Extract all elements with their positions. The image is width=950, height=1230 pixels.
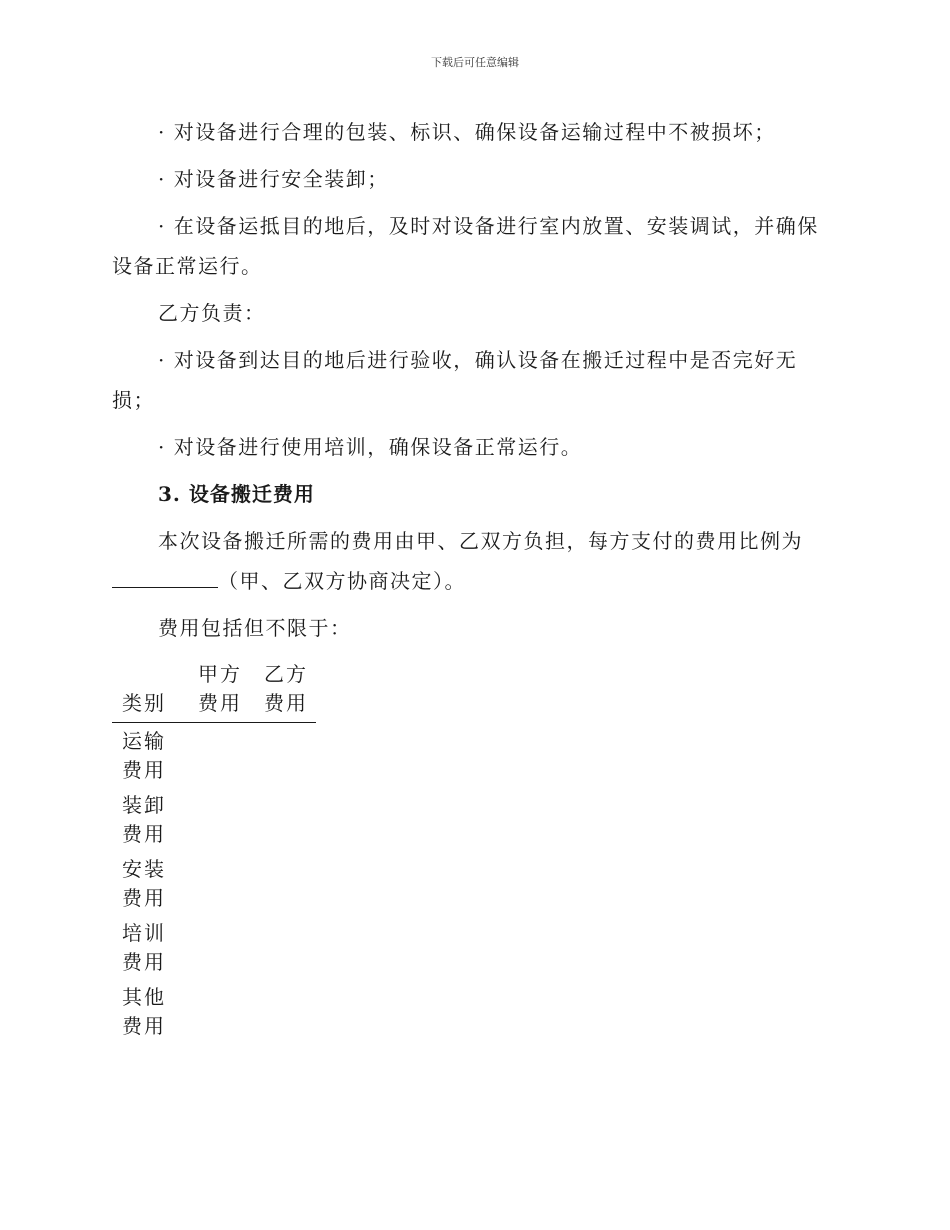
table-row (112, 913, 316, 977)
row-party-b-fee (264, 913, 316, 977)
paragraph-party-b-label: 乙方负责： (158, 301, 266, 325)
fee-table-header-row (112, 660, 316, 723)
fee-ratio-blank (112, 565, 218, 588)
row-party-a-fee (198, 977, 264, 1041)
paragraph-packaging: · 对设备进行合理的包装、标识、确保设备运输过程中不被损坏； (158, 120, 776, 144)
row-category: 运输费用 (122, 729, 166, 782)
row-category: 其他费用 (122, 985, 166, 1038)
fee-ratio-text: 本次设备搬迁所需的费用由甲、乙双方负担，每方支付的费用比例为 (158, 529, 803, 553)
fee-ratio-tail: （甲、乙双方协商决定）。 (218, 569, 466, 593)
document-body (112, 112, 824, 1041)
paragraph-training: · 对设备进行使用培训，确保设备正常运行。 (158, 435, 583, 459)
row-category: 安装费用 (122, 857, 166, 910)
row-party-b-fee (264, 723, 316, 786)
row-party-b-fee (264, 785, 316, 849)
paragraph-loading: · 对设备进行安全装卸； (158, 167, 389, 191)
paragraph-acceptance: · 对设备到达目的地后进行验收，确认设备在搬迁过程中是否完好无损； (112, 348, 798, 412)
row-party-a-fee (198, 849, 264, 913)
header-party-b-fee: 乙方费用 (264, 660, 316, 723)
page-header: 下载后可任意编辑 (431, 56, 519, 69)
row-party-b-fee (264, 977, 316, 1041)
header-party-a-fee: 甲方费用 (198, 660, 264, 723)
row-party-a-fee (198, 785, 264, 849)
table-row (112, 785, 316, 849)
section-heading-fees: 3. 设备搬迁费用 (158, 482, 315, 506)
table-row (112, 723, 316, 786)
row-party-b-fee (264, 849, 316, 913)
row-category: 培训费用 (122, 921, 166, 974)
paragraph-fee-list-intro: 费用包括但不限于： (158, 616, 352, 640)
table-row (112, 849, 316, 913)
row-party-a-fee (198, 723, 264, 786)
table-row (112, 977, 316, 1041)
row-party-a-fee (198, 913, 264, 977)
paragraph-installation: · 在设备运抵目的地后，及时对设备进行室内放置、安装调试，并确保设备正常运行。 (112, 214, 819, 278)
row-category: 装卸费用 (122, 793, 166, 846)
header-category: 类别 (112, 660, 198, 723)
paragraph-fee-ratio (112, 521, 824, 601)
fee-table (112, 660, 316, 1041)
